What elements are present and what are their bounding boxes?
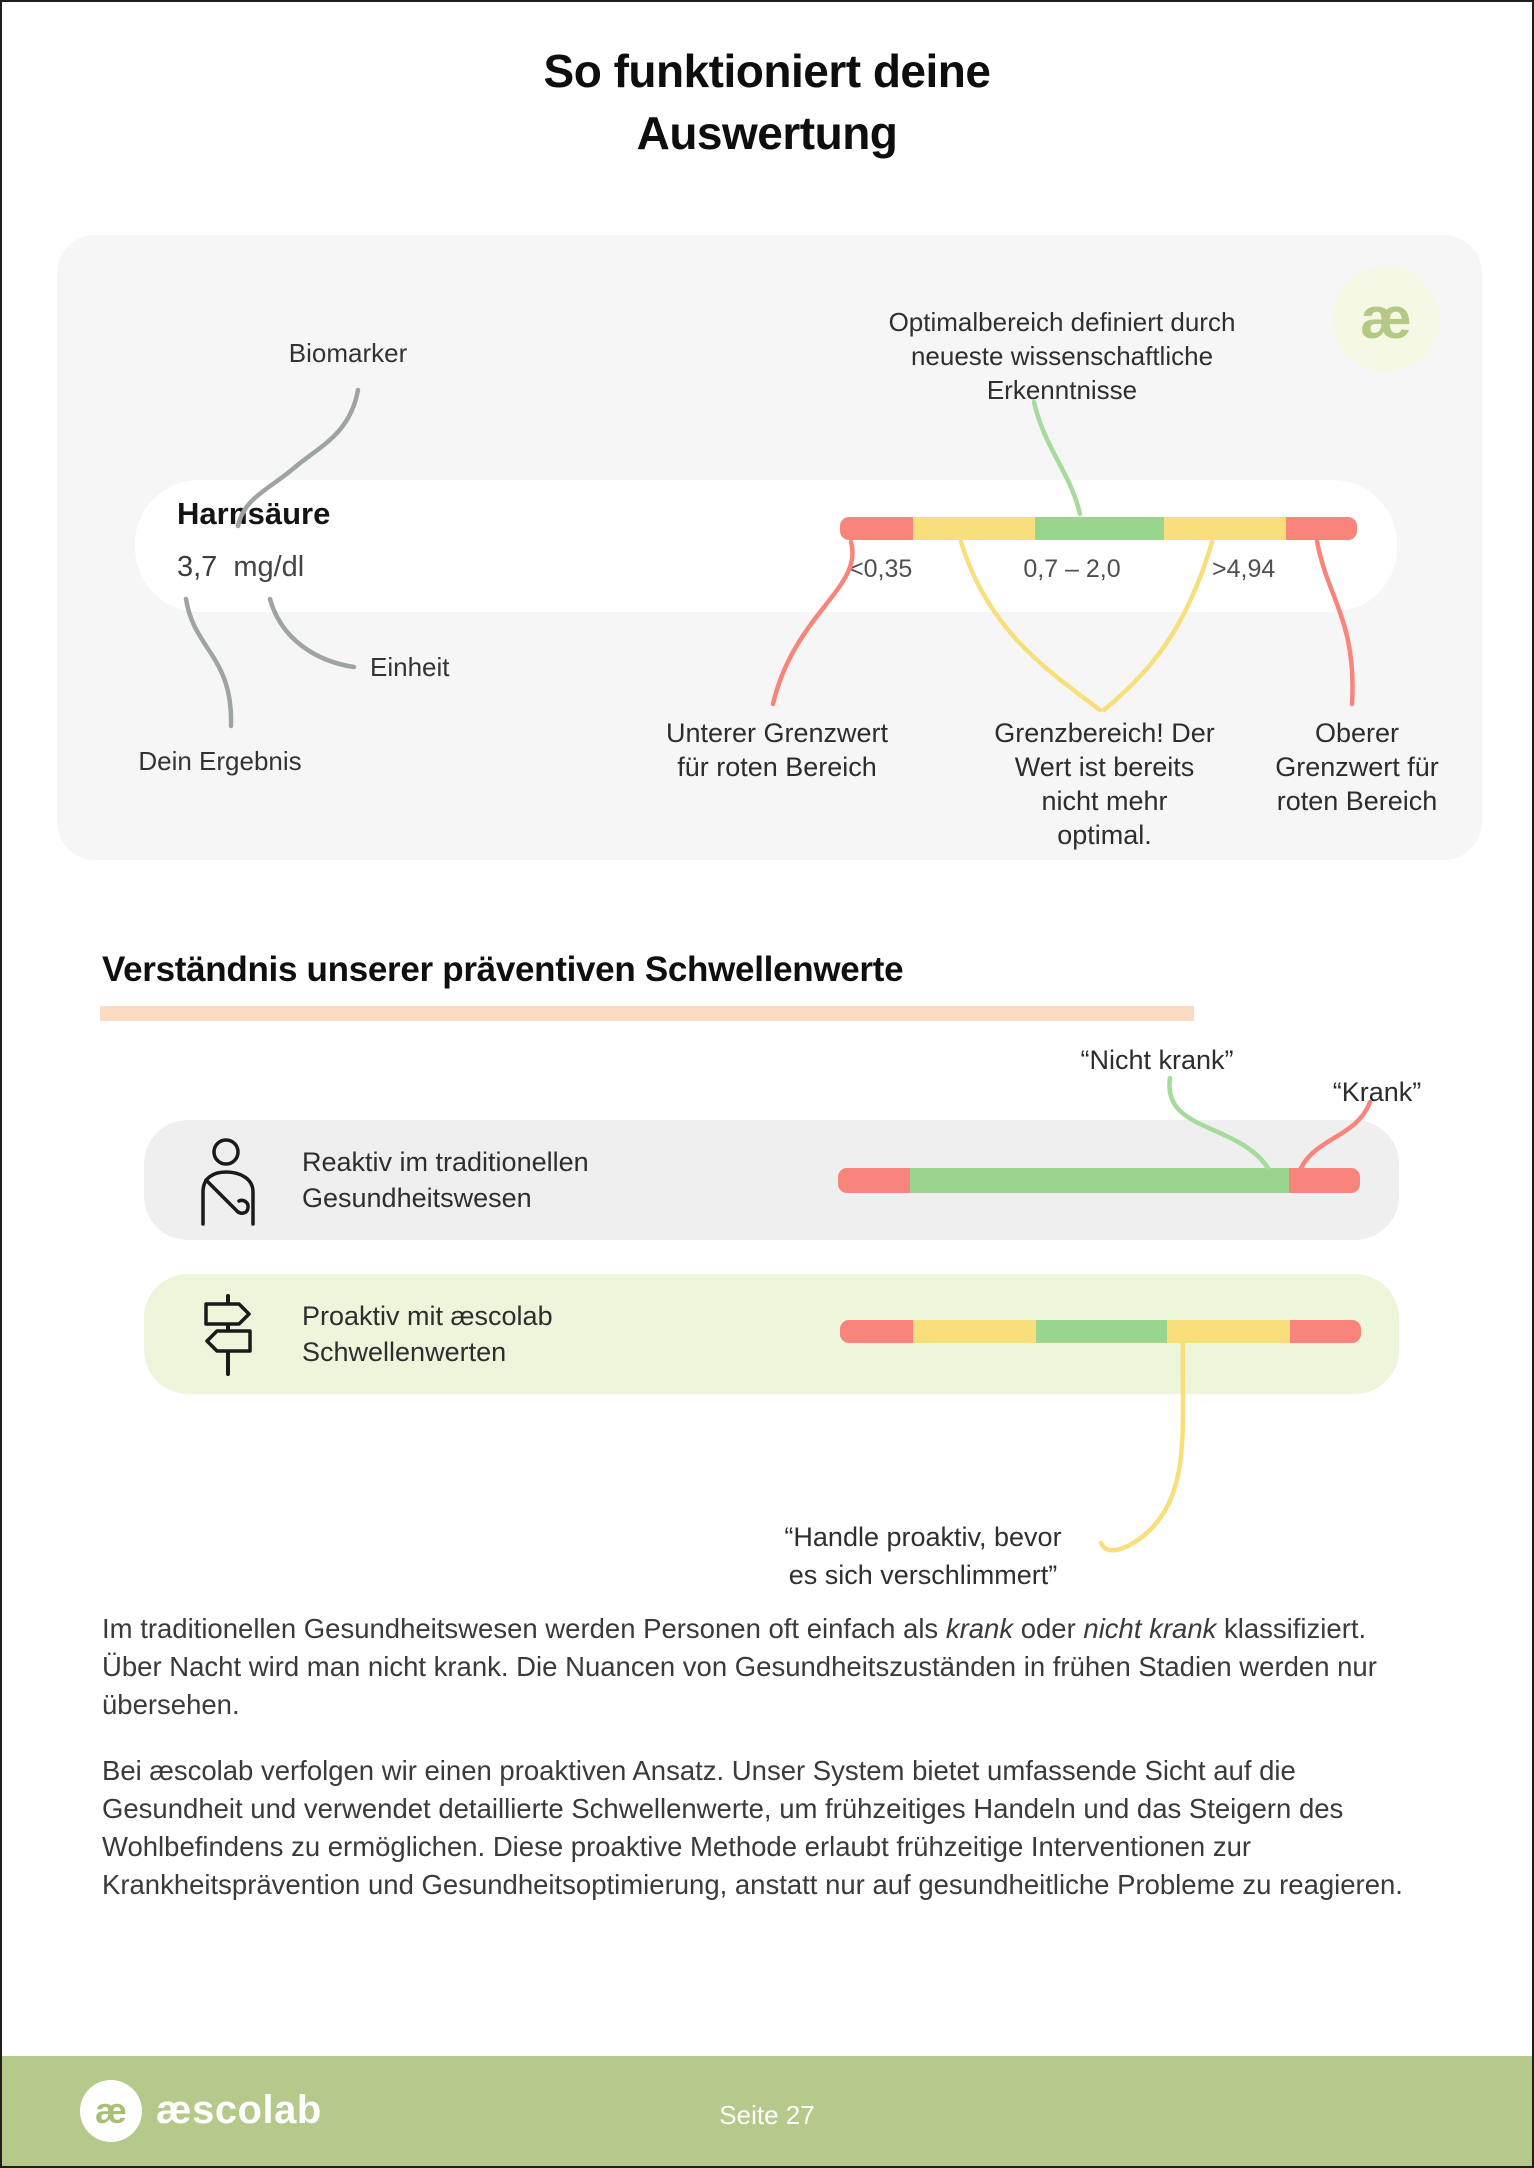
annotation-mid-line3: nicht mehr xyxy=(1041,786,1168,816)
optimal-range-note-line2: neueste wissenschaftliche xyxy=(910,341,1214,371)
proaktiv-bar-green xyxy=(1036,1320,1166,1343)
biomarker-result-row xyxy=(177,551,304,584)
annotation-upper-line3: roten Bereich xyxy=(1276,786,1438,816)
aescolab-logo-icon: æ xyxy=(1333,266,1439,372)
proaktiv-quote xyxy=(742,1518,1104,1594)
page-title xyxy=(2,40,1532,164)
page-title-line2: Auswertung xyxy=(636,107,898,159)
range-bar-segment-red-low xyxy=(840,517,913,540)
range-label-upper: >4,94 xyxy=(1212,555,1276,583)
range-label-lower: <0,35 xyxy=(849,555,913,583)
proaktiv-bar-red-low xyxy=(840,1320,913,1343)
label-biomarker: Biomarker xyxy=(288,338,408,368)
label-krank: “Krank” xyxy=(1332,1077,1422,1107)
annotation-border-zone xyxy=(972,716,1237,852)
paragraph1-italic-krank: krank xyxy=(945,1613,1014,1644)
reaktiv-bar-red-high xyxy=(1289,1168,1360,1193)
paragraph1-part2: oder xyxy=(1013,1613,1084,1644)
optimal-range-note-line3: Erkenntnisse xyxy=(986,375,1138,405)
range-bar-segment-red-high xyxy=(1286,517,1357,540)
reaktiv-text-line2: Gesundheitswesen xyxy=(302,1183,532,1213)
proaktiv-range-bar xyxy=(840,1320,1361,1343)
range-bar-segment-green xyxy=(1035,517,1164,540)
annotation-lower-line2: für roten Bereich xyxy=(677,752,877,782)
annotation-upper-line1: Oberer xyxy=(1314,718,1400,748)
annotation-mid-line4: optimal. xyxy=(1057,820,1152,850)
reaktiv-card-text xyxy=(302,1144,589,1216)
footer-logo-icon: æ xyxy=(80,2080,142,2142)
page-title-line1: So funktioniert deine xyxy=(543,45,991,97)
proaktiv-text-line1: Proaktiv mit æscolab xyxy=(302,1301,553,1331)
annotation-upper-line2: Grenzwert für xyxy=(1275,752,1439,782)
reaktiv-bar-red-low xyxy=(838,1168,910,1193)
label-nicht-krank: “Nicht krank” xyxy=(1080,1045,1234,1075)
range-bar-segment-yellow-low xyxy=(913,517,1035,540)
signpost-icon xyxy=(196,1290,260,1383)
paragraph1-italic-nicht-krank: nicht krank xyxy=(1083,1613,1217,1644)
result-value: 3,7 xyxy=(177,551,218,583)
proaktiv-bar-yellow-high xyxy=(1167,1320,1290,1343)
section-heading: Verständnis unserer präventiven Schwellenwerte xyxy=(102,950,904,989)
range-bar xyxy=(840,517,1357,540)
reaktiv-text-line1: Reaktiv im traditionellen xyxy=(302,1147,589,1177)
annotation-lower-line1: Unterer Grenzwert xyxy=(665,718,889,748)
reaktiv-bar-green xyxy=(910,1168,1289,1193)
proaktiv-text-line2: Schwellenwerten xyxy=(302,1337,507,1367)
proaktiv-card-text xyxy=(302,1298,553,1370)
result-unit: mg/dl xyxy=(233,551,305,583)
annotation-lower-limit xyxy=(622,716,932,784)
paragraph-traditional xyxy=(102,1610,1420,1724)
paragraph1-part1: Im traditionellen Gesundheitswesen werden Personen oft einfach als xyxy=(102,1613,946,1644)
reaktiv-range-bar xyxy=(838,1168,1360,1193)
injured-person-icon xyxy=(196,1138,260,1231)
annotation-upper-limit xyxy=(1252,716,1462,818)
label-dein-ergebnis: Dein Ergebnis xyxy=(138,746,302,776)
proaktiv-bar-red-high xyxy=(1290,1320,1361,1343)
annotation-mid-line2: Wert ist bereits xyxy=(1014,752,1195,782)
range-bar-segment-yellow-high xyxy=(1164,517,1286,540)
paragraph-proaktiv: Bei æscolab verfolgen wir einen proaktiven Ansatz. Unser System bietet umfassende Sicht auf die Gesundheit und verwendet detaillierte Schwellenwerte, um frühzeitiges Handeln und das Steigern des Wohlbefindens zu ermöglichen. Diese proaktive Methode erlaubt frühzeitige Interventionen zur Krankheitsprävention und Gesundheitsoptimierung, anstatt nur auf gesundheitliche Probleme zu reagieren. xyxy=(102,1755,1403,1900)
heading-underline xyxy=(100,1006,1194,1021)
paragraph1-part3: klassifiziert. Über Nacht wird man nicht krank. Die Nuancen von Gesundheitszuständen in frühen Stadien werden nur übersehen. xyxy=(102,1613,1377,1720)
proaktiv-bar-yellow-low xyxy=(913,1320,1036,1343)
range-label-optimal: 0,7 – 2,0 xyxy=(1023,555,1121,583)
annotation-mid-line1: Grenzbereich! Der xyxy=(994,718,1215,748)
optimal-range-note xyxy=(862,305,1262,407)
proaktiv-quote-line2: es sich verschlimmert” xyxy=(788,1560,1058,1590)
optimal-range-note-line1: Optimalbereich definiert durch xyxy=(888,307,1236,337)
label-einheit: Einheit xyxy=(370,652,450,682)
proaktiv-quote-line1: “Handle proaktiv, bevor xyxy=(784,1522,1062,1552)
footer-brand: æscolab xyxy=(156,2088,322,2132)
biomarker-name: Harnsäure xyxy=(177,496,331,531)
footer-page-number: Seite 27 xyxy=(719,2100,815,2130)
